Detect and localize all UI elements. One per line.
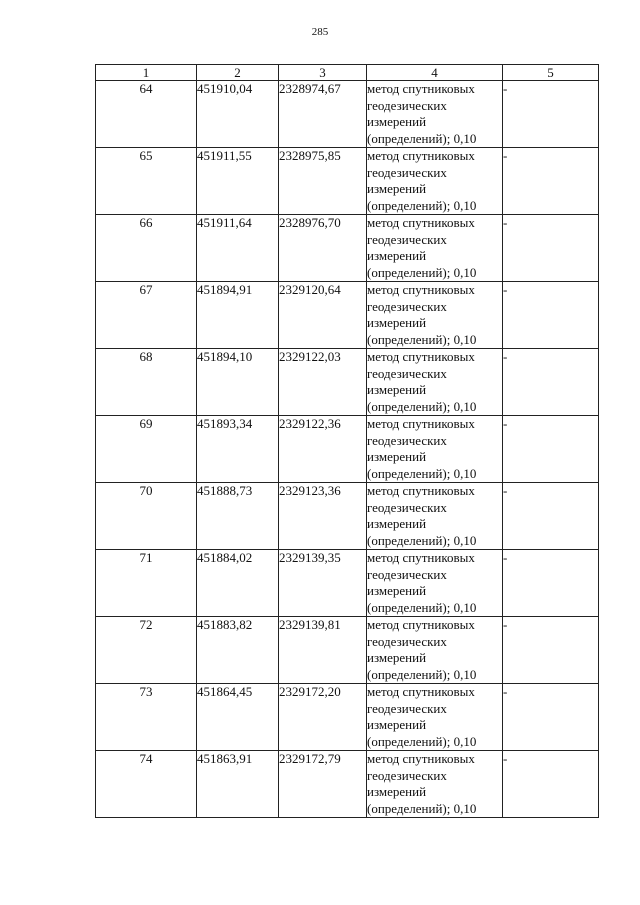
y-coordinate-cell: 2329139,81 <box>279 617 367 684</box>
page-number: 285 <box>311 26 329 38</box>
note-cell: - <box>503 81 599 148</box>
x-coordinate-cell: 451864,45 <box>197 684 279 751</box>
table-body <box>96 81 599 818</box>
point-number-cell: 65 <box>96 148 197 215</box>
table-row <box>96 81 599 148</box>
table-row <box>96 751 599 818</box>
table-row <box>96 483 599 550</box>
method-cell: метод спутниковых геодезических измерений (определений); 0,10 <box>367 282 503 349</box>
y-coordinate-cell: 2329120,64 <box>279 282 367 349</box>
point-number-cell: 64 <box>96 81 197 148</box>
method-cell: метод спутниковых геодезических измерений (определений); 0,10 <box>367 215 503 282</box>
method-cell: метод спутниковых геодезических измерений (определений); 0,10 <box>367 751 503 818</box>
point-number-cell: 66 <box>96 215 197 282</box>
note-cell: - <box>503 617 599 684</box>
x-coordinate-cell: 451911,55 <box>197 148 279 215</box>
table-row <box>96 215 599 282</box>
table-row <box>96 148 599 215</box>
y-coordinate-cell: 2329122,36 <box>279 416 367 483</box>
column-header: 5 <box>503 65 599 81</box>
coordinates-table <box>95 64 599 818</box>
note-cell: - <box>503 416 599 483</box>
point-number-cell: 71 <box>96 550 197 617</box>
point-number-cell: 69 <box>96 416 197 483</box>
note-cell: - <box>503 282 599 349</box>
note-cell: - <box>503 148 599 215</box>
note-cell: - <box>503 550 599 617</box>
point-number-cell: 70 <box>96 483 197 550</box>
point-number-cell: 67 <box>96 282 197 349</box>
point-number-cell: 73 <box>96 684 197 751</box>
x-coordinate-cell: 451911,64 <box>197 215 279 282</box>
x-coordinate-cell: 451910,04 <box>197 81 279 148</box>
point-number-cell: 72 <box>96 617 197 684</box>
x-coordinate-cell: 451863,91 <box>197 751 279 818</box>
y-coordinate-cell: 2328976,70 <box>279 215 367 282</box>
method-cell: метод спутниковых геодезических измерений (определений); 0,10 <box>367 148 503 215</box>
note-cell: - <box>503 349 599 416</box>
table-row <box>96 282 599 349</box>
y-coordinate-cell: 2328975,85 <box>279 148 367 215</box>
note-cell: - <box>503 684 599 751</box>
x-coordinate-cell: 451883,82 <box>197 617 279 684</box>
column-header: 3 <box>279 65 367 81</box>
table-row <box>96 684 599 751</box>
table-header-row <box>96 65 599 81</box>
y-coordinate-cell: 2329172,79 <box>279 751 367 818</box>
method-cell: метод спутниковых геодезических измерений (определений); 0,10 <box>367 349 503 416</box>
column-header: 1 <box>96 65 197 81</box>
method-cell: метод спутниковых геодезических измерений (определений); 0,10 <box>367 617 503 684</box>
table-row <box>96 416 599 483</box>
method-cell: метод спутниковых геодезических измерений (определений); 0,10 <box>367 416 503 483</box>
method-cell: метод спутниковых геодезических измерений (определений); 0,10 <box>367 81 503 148</box>
x-coordinate-cell: 451893,34 <box>197 416 279 483</box>
method-cell: метод спутниковых геодезических измерений (определений); 0,10 <box>367 684 503 751</box>
table-row <box>96 617 599 684</box>
y-coordinate-cell: 2329123,36 <box>279 483 367 550</box>
table-row <box>96 349 599 416</box>
y-coordinate-cell: 2329172,20 <box>279 684 367 751</box>
note-cell: - <box>503 751 599 818</box>
x-coordinate-cell: 451888,73 <box>197 483 279 550</box>
column-header: 2 <box>197 65 279 81</box>
x-coordinate-cell: 451884,02 <box>197 550 279 617</box>
table-row <box>96 550 599 617</box>
note-cell: - <box>503 215 599 282</box>
y-coordinate-cell: 2329122,03 <box>279 349 367 416</box>
method-cell: метод спутниковых геодезических измерений (определений); 0,10 <box>367 550 503 617</box>
y-coordinate-cell: 2328974,67 <box>279 81 367 148</box>
x-coordinate-cell: 451894,10 <box>197 349 279 416</box>
point-number-cell: 68 <box>96 349 197 416</box>
note-cell: - <box>503 483 599 550</box>
column-header: 4 <box>367 65 503 81</box>
point-number-cell: 74 <box>96 751 197 818</box>
y-coordinate-cell: 2329139,35 <box>279 550 367 617</box>
x-coordinate-cell: 451894,91 <box>197 282 279 349</box>
method-cell: метод спутниковых геодезических измерений (определений); 0,10 <box>367 483 503 550</box>
